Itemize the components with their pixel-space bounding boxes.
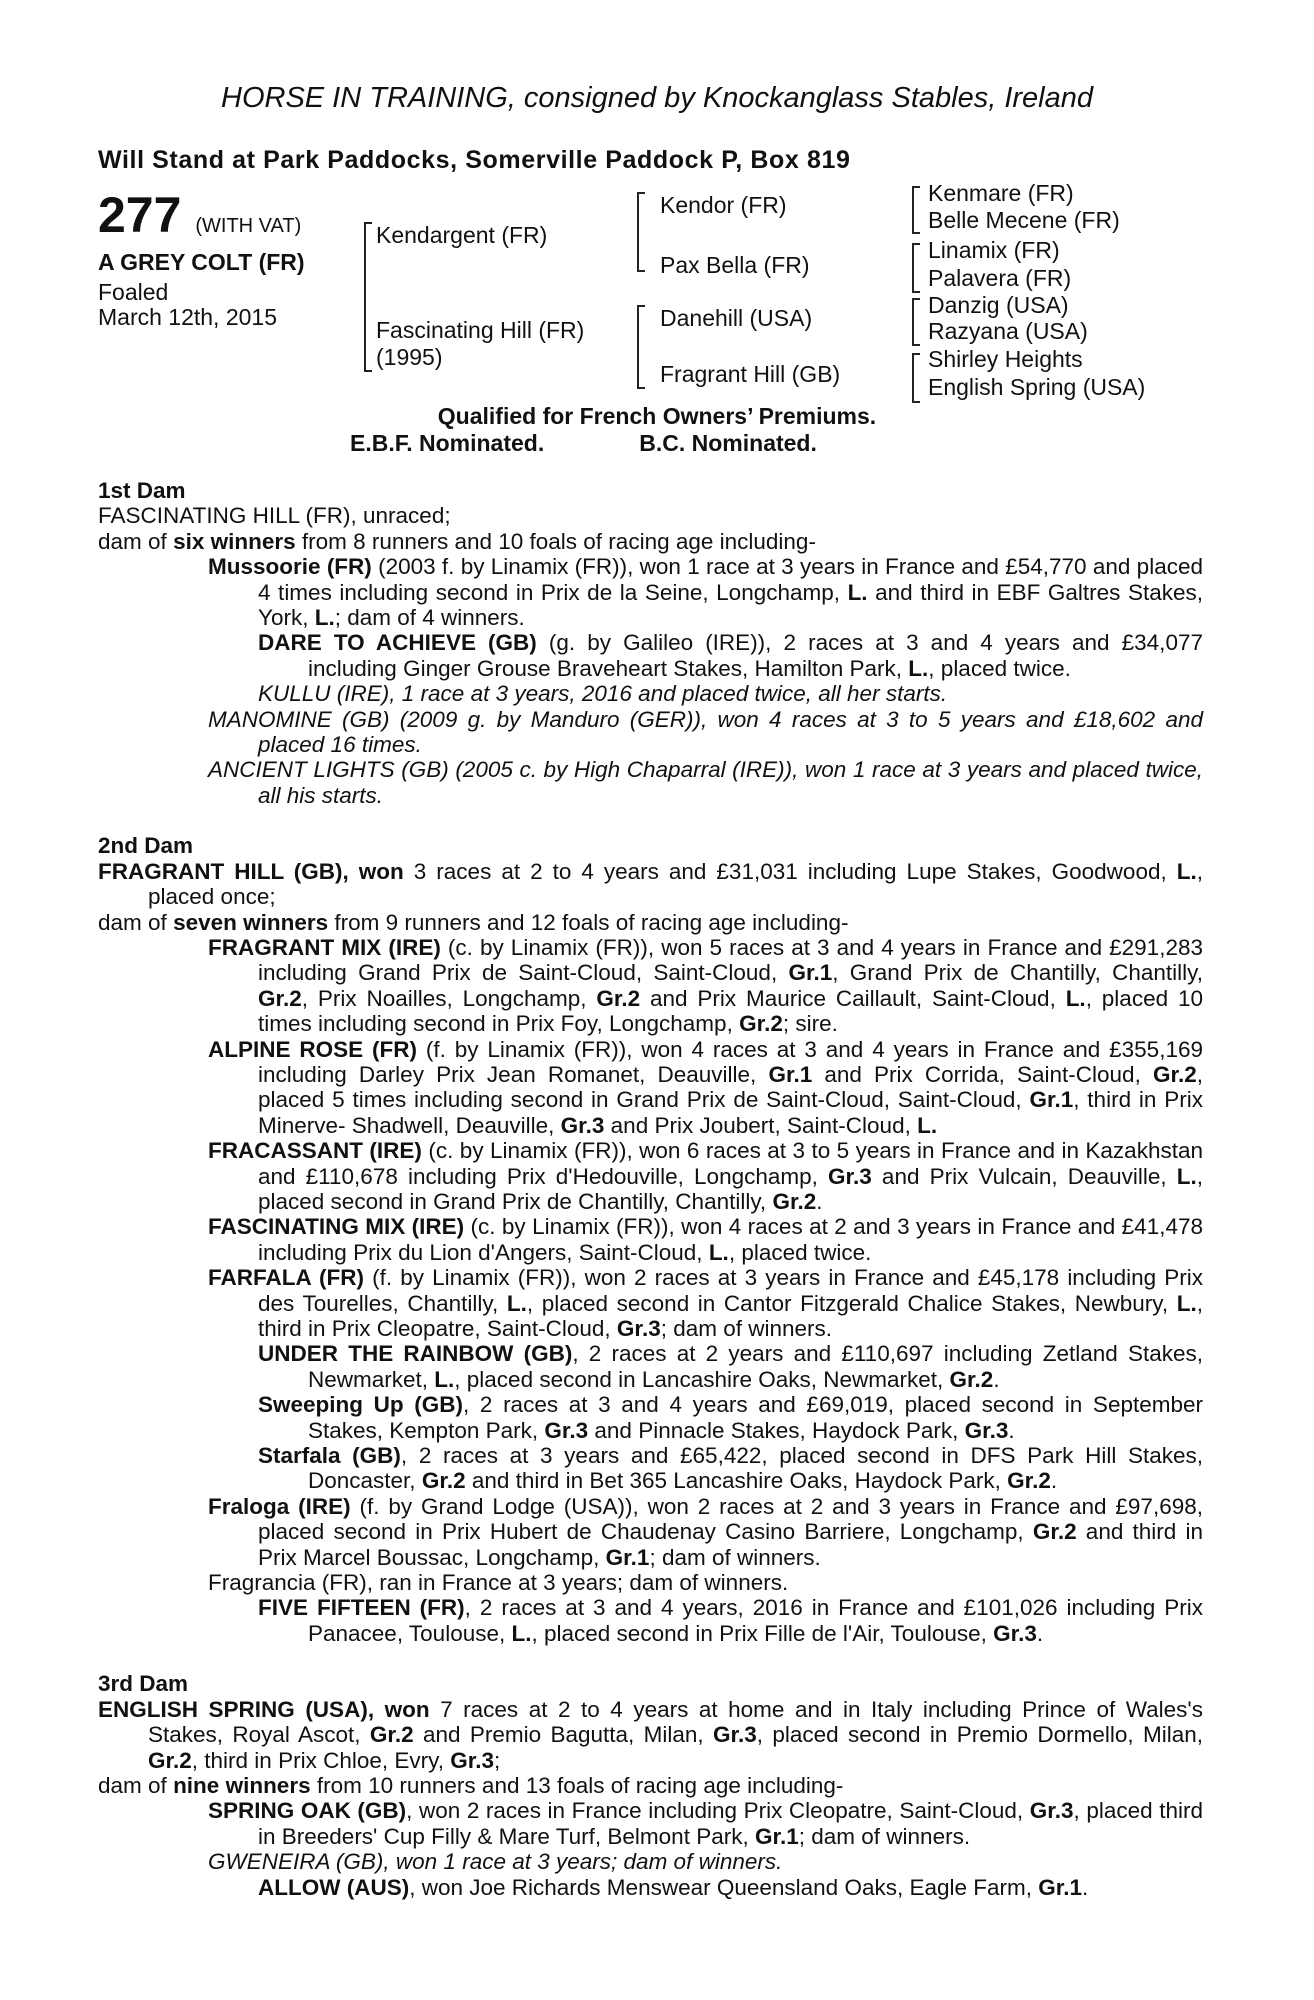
pedigree-g3-7: Shirley Heights (928, 346, 1083, 372)
produce-entry: UNDER THE RAINBOW (GB), 2 races at 2 years and £110,697 including Zetland Stakes, Newmarket, L., placed second in Lancashire Oaks, Newmarket, Gr.2. (258, 1341, 1203, 1392)
pedigree-bracket-g3b (912, 243, 920, 293)
first-dam-name: FASCINATING HILL (FR), unraced; (98, 503, 451, 529)
pedigree-bracket-dam (637, 305, 645, 389)
lot-value: 277 (98, 187, 182, 243)
pedigree-bracket-g3a (912, 186, 920, 234)
produce-entry: GWENEIRA (GB), won 1 race at 3 years; dam of winners. (208, 1849, 783, 1875)
pedigree-dam-dam: Fragrant Hill (GB) (660, 361, 841, 387)
pedigree-dam-sire: Danehill (USA) (660, 305, 813, 331)
produce-entry: ALLOW (AUS), won Joe Richards Menswear Queensland Oaks, Eagle Farm, Gr.1. (258, 1874, 1089, 1900)
premiums-notice: Qualified for French Owners’ Premiums. (437, 403, 877, 429)
produce-entry: FASCINATING MIX (IRE) (c. by Linamix (FR)), won 4 races at 2 and 3 years in France and £41,478 including Prix du Lion d'Angers, Saint-Cloud, L., placed twice. (208, 1214, 1204, 1265)
nominations (350, 430, 817, 457)
pedigree-dam: Fascinating Hill (FR) (376, 317, 585, 343)
produce-entry: Sweeping Up (GB), 2 races at 3 and 4 years and £69,019, placed second in September Stakes, Kempton Park, Gr.3 and Pinnacle Stakes, Haydock Park, Gr.3. (258, 1392, 1203, 1443)
pedigree-g3-8: English Spring (USA) (928, 374, 1146, 400)
pedigree-bracket-g3d (912, 353, 920, 403)
second-dam-heading: 2nd Dam (98, 833, 194, 859)
third-dam-name: ENGLISH SPRING (USA), won 7 races at 2 to 4 years at home and in Italy including Prince of Wales's Stakes, Royal Ascot, Gr.2 and Premio Bagutta, Milan, Gr.3, placed second in Premio Dormello, Milan, Gr.2, third in Prix Chloe, Evry, Gr.3; (98, 1696, 1203, 1773)
ebf-nominated: E.B.F. Nominated. (350, 430, 545, 456)
pedigree-bracket-g3c (912, 298, 920, 346)
pedigree-g3-4: Palavera (FR) (928, 265, 1072, 291)
bc-nominated: B.C. Nominated. (639, 430, 817, 456)
lot-number (98, 187, 302, 251)
third-dam-heading: 3rd Dam (98, 1671, 189, 1697)
pedigree-g3-5: Danzig (USA) (928, 292, 1069, 318)
produce-entry: FIVE FIFTEEN (FR), 2 races at 3 and 4 years, 2016 in France and £101,026 including Prix Panacee, Toulouse, L., placed second in Prix Fille de l'Air, Toulouse, Gr.3. (258, 1595, 1203, 1646)
produce-entry: MANOMINE (GB) (2009 g. by Manduro (GER)), won 4 races at 3 to 5 years and £18,602 and placed 16 times. (208, 706, 1203, 758)
pedigree-g3-6: Razyana (USA) (928, 318, 1088, 344)
produce-entry: Fraloga (IRE) (f. by Grand Lodge (USA)), won 2 races at 2 and 3 years in France and £97,698, placed second in Prix Hubert de Chaudenay Casino Barriere, Longchamp, Gr.2 and third in Prix Marcel Boussac, Longchamp, Gr.1; dam of winners. (208, 1493, 1204, 1570)
pedigree-bracket-sire (637, 192, 645, 272)
produce-entry: Fragrancia (FR), ran in France at 3 years; dam of winners. (208, 1570, 789, 1596)
produce-entry: DARE TO ACHIEVE (GB) (g. by Galileo (IRE)), 2 races at 3 and 4 years and £34,077 including Ginger Grouse Braveheart Stakes, Hamilton Park, L., placed twice. (258, 630, 1203, 681)
pedigree-dam-year: (1995) (376, 344, 443, 370)
pedigree-bracket-main (364, 222, 372, 372)
pedigree-g3-2: Belle Mecene (FR) (928, 207, 1120, 233)
catalogue-body (98, 478, 1203, 1900)
stand-location: Will Stand at Park Paddocks, Somerville Paddock P, Box 819 (98, 146, 851, 174)
produce-entry: FARFALA (FR) (f. by Linamix (FR)), won 2 races at 3 years in France and £45,178 including Prix des Tourelles, Chantilly, L., placed second in Cantor Fitzgerald Chalice Stakes, Newbury, L., third in Prix Cleopatre, Saint-Cloud, Gr.3; dam of winners. (208, 1265, 1204, 1341)
foaled-label: Foaled (98, 279, 169, 305)
second-dam-name: FRAGRANT HILL (GB), won 3 races at 2 to 4 years and £31,031 including Lupe Stakes, Goodwood, L., placed once; (98, 858, 1203, 910)
pedigree-sire-dam: Pax Bella (FR) (660, 252, 810, 278)
pedigree-g3-3: Linamix (FR) (928, 237, 1060, 263)
pedigree-g3-1: Kenmare (FR) (928, 180, 1074, 206)
produce-entry: ANCIENT LIGHTS (GB) (2005 c. by High Chaparral (IRE)), won 1 race at 3 years and placed twice, all his starts. (208, 757, 1203, 808)
vat-note: (WITH VAT) (195, 215, 302, 237)
page-title: HORSE IN TRAINING, consigned by Knockanglass Stables, Ireland (221, 82, 1093, 114)
produce-entry: KULLU (IRE), 1 race at 3 years, 2016 and placed twice, all her starts. (258, 681, 948, 707)
produce-entry: ALPINE ROSE (FR) (f. by Linamix (FR)), won 4 races at 3 and 4 years in France and £355,169 including Darley Prix Jean Romanet, Deauville, Gr.1 and Prix Corrida, Saint-Cloud, Gr.2, placed 5 times including second in Grand Prix de Saint-Cloud, Saint-Cloud, Gr.1, third in Prix Minerve- Shadwell, Deauville, Gr.3 and Prix Joubert, Saint-Cloud, L. (208, 1036, 1203, 1138)
produce-entry: SPRING OAK (GB), won 2 races in France including Prix Cleopatre, Saint-Cloud, Gr.3, placed third in Breeders' Cup Filly & Mare Turf, Belmont Park, Gr.1; dam of winners. (208, 1798, 1203, 1849)
third-dam-produce: dam of nine winners from 10 runners and 13 foals of racing age including- (98, 1772, 844, 1798)
produce-entry: Mussoorie (FR) (2003 f. by Linamix (FR)), won 1 race at 3 years in France and £54,770 and placed 4 times including second in Prix de la Seine, Longchamp, L. and third in EBF Galtres Stakes, York, L.; dam of 4 winners. (208, 554, 1203, 631)
produce-entry: FRACASSANT (IRE) (c. by Linamix (FR)), won 6 races at 3 to 5 years in France and in Kazakhstan and £110,678 including Prix d'Hedouville, Longchamp, Gr.3 and Prix Vulcain, Deauville, L., placed second in Grand Prix de Chantilly, Chantilly, Gr.2. (208, 1138, 1204, 1214)
second-dam-produce: dam of seven winners from 9 runners and 12 foals of racing age including- (98, 909, 849, 935)
pedigree-sire-sire: Kendor (FR) (660, 192, 787, 218)
pedigree-sire: Kendargent (FR) (376, 222, 548, 248)
produce-entry: FRAGRANT MIX (IRE) (c. by Linamix (FR)), won 5 races at 3 and 4 years in France and £291,283 including Grand Prix de Saint-Cloud, Saint-Cloud, Gr.1, Grand Prix de Chantilly, Chantilly, Gr.2, Prix Noailles, Longchamp, Gr.2 and Prix Maurice Caillault, Saint-Cloud, L., placed 10 times including second in Prix Foy, Longchamp, Gr.2; sire. (208, 934, 1203, 1037)
horse-description: A GREY COLT (FR) (98, 249, 305, 275)
first-dam-heading: 1st Dam (98, 478, 186, 503)
first-dam-produce: dam of six winners from 8 runners and 10 foals of racing age including- (98, 528, 816, 554)
produce-entry: Starfala (GB), 2 races at 3 years and £65,422, placed second in DFS Park Hill Stakes, Doncaster, Gr.2 and third in Bet 365 Lancashire Oaks, Haydock Park, Gr.2. (258, 1443, 1203, 1494)
foaled-date: March 12th, 2015 (98, 304, 278, 330)
